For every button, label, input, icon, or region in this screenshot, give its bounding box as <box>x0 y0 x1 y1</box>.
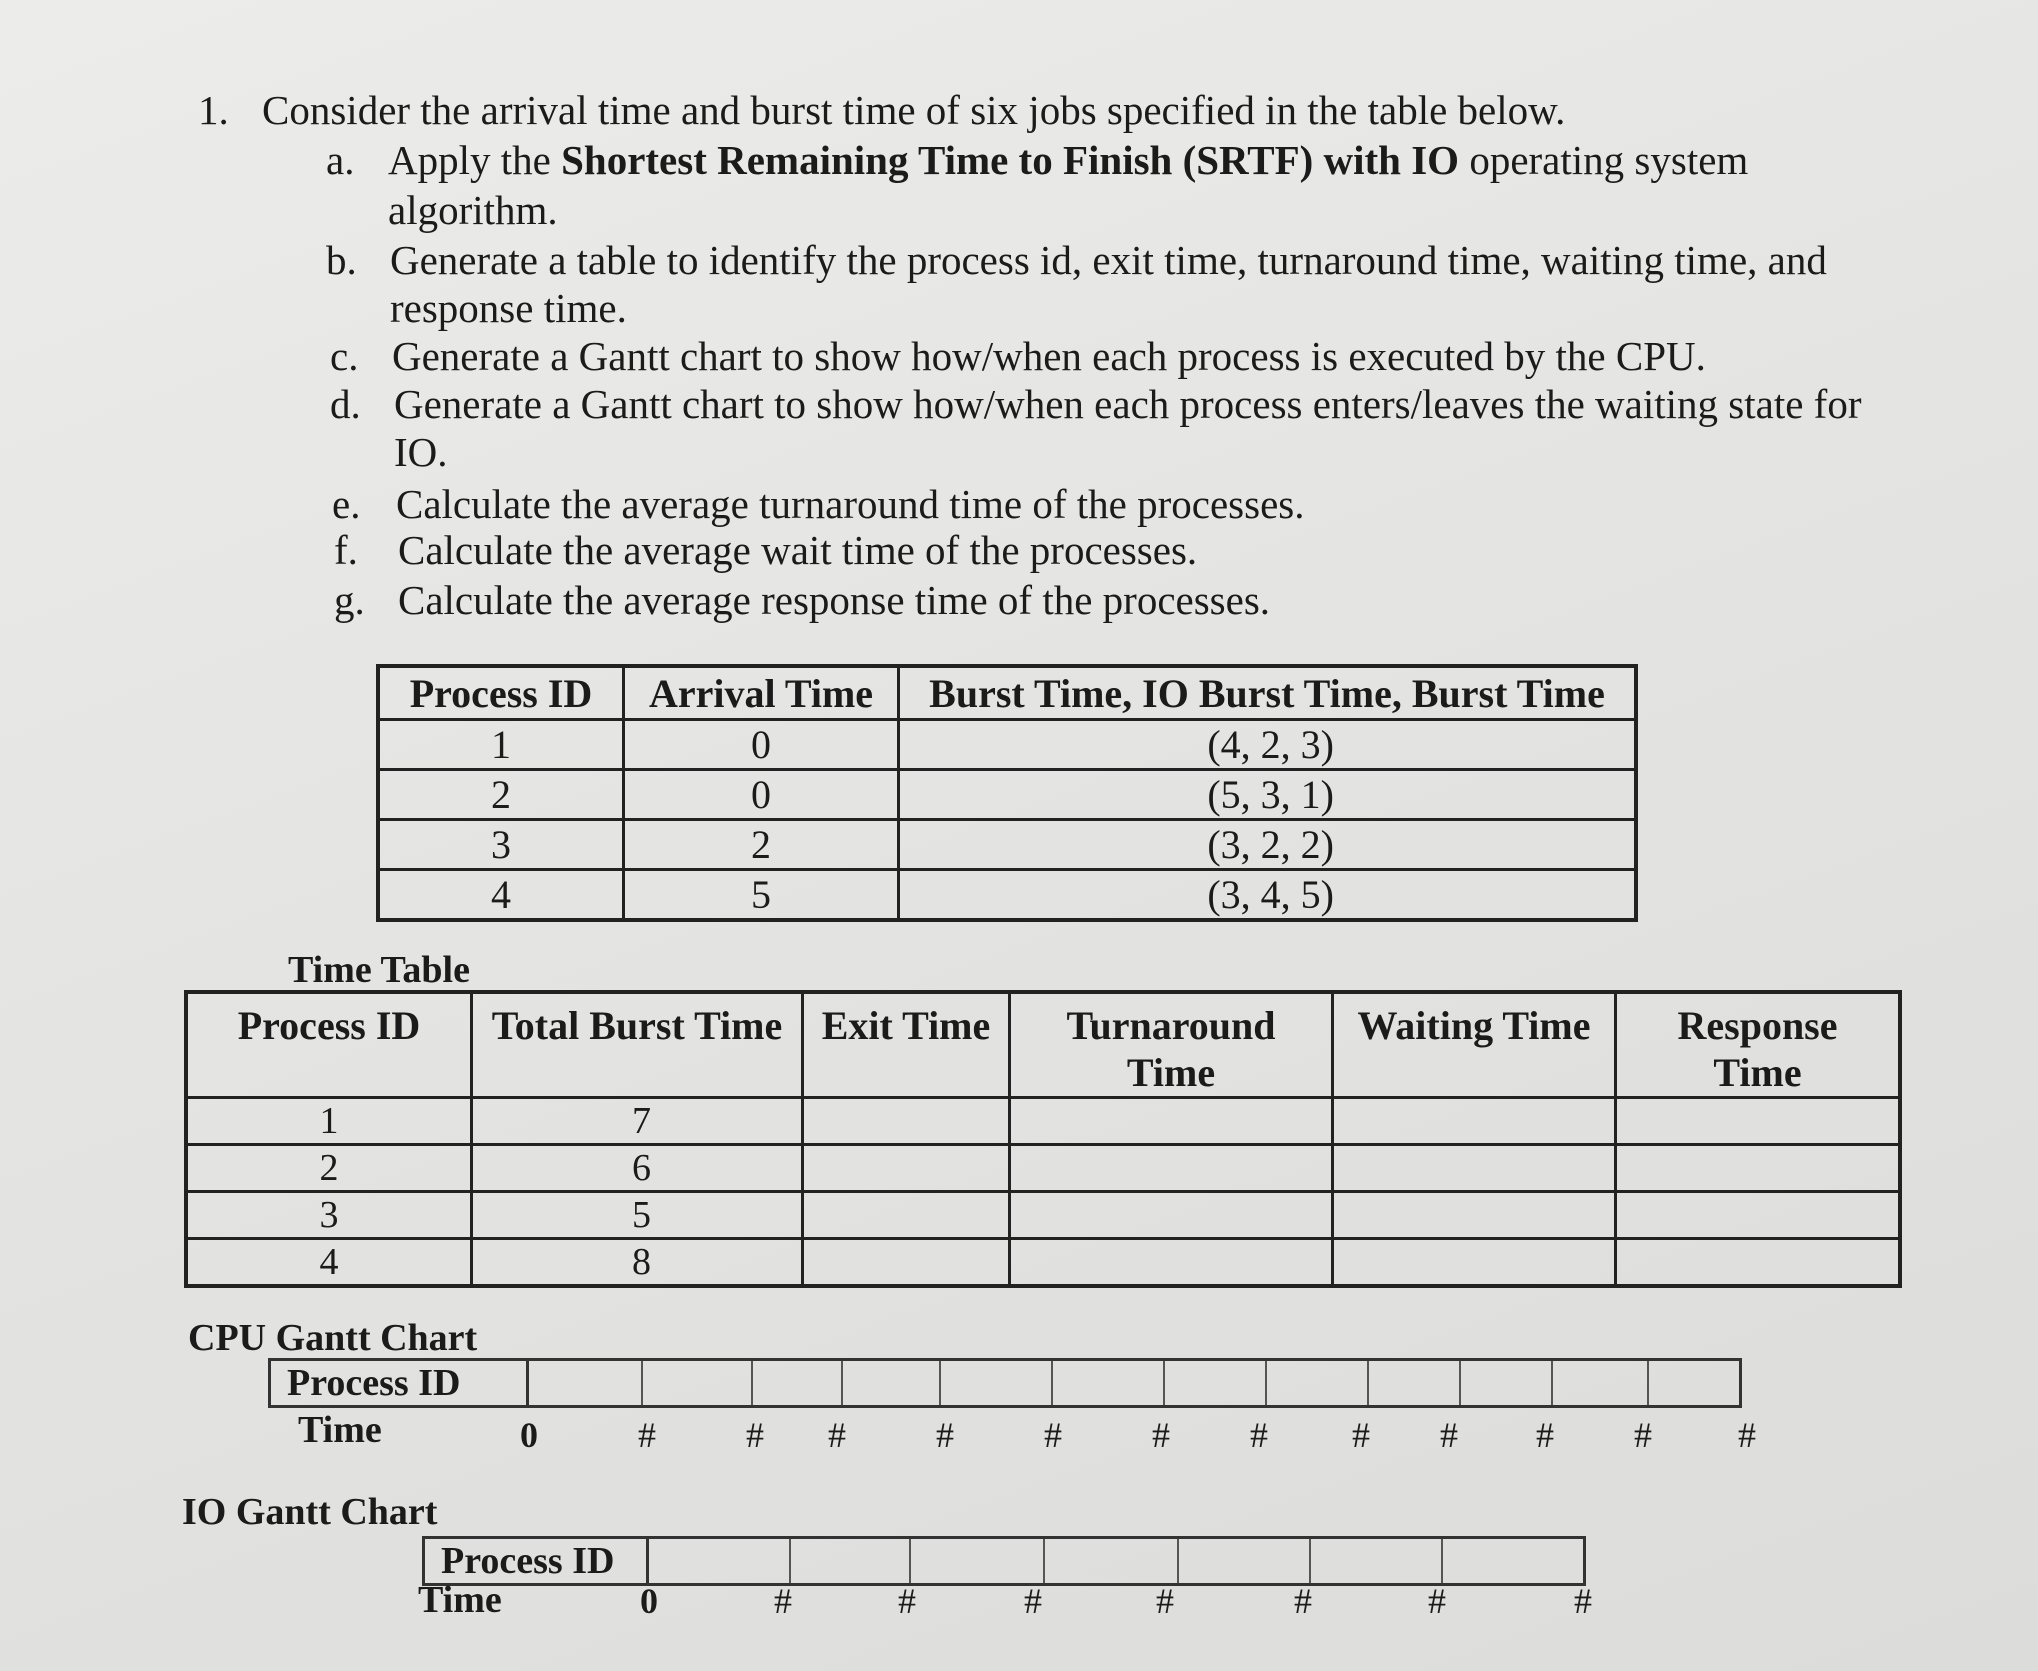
part-text-plain-after: operating system <box>1459 137 1749 183</box>
process-id-cell: 4 <box>378 870 624 921</box>
process-row <box>378 720 1636 770</box>
header-response-line1: Response <box>1677 1003 1838 1048</box>
gantt-tick: # <box>1152 1415 1170 1455</box>
process-id-cell: 1 <box>378 720 624 770</box>
process-row <box>378 770 1636 820</box>
gantt-tick: # <box>1156 1581 1174 1621</box>
process-row <box>378 870 1636 921</box>
total-burst-cell: 7 <box>472 1098 803 1145</box>
gantt-tick: # <box>828 1415 846 1455</box>
gantt-cell <box>1443 1539 1583 1583</box>
part-text-plain: IO. <box>394 429 448 475</box>
part-letter: g. <box>334 577 365 623</box>
part-text <box>394 429 448 475</box>
part-letter: e. <box>332 481 361 527</box>
turnaround-cell <box>1010 1145 1333 1192</box>
header-response <box>1616 992 1901 1098</box>
gantt-tick: # <box>638 1415 656 1455</box>
header-turnaround-line1: Turnaround <box>1066 1003 1276 1048</box>
cpu-gantt-row <box>268 1358 1742 1408</box>
header-response-line2: Time <box>1713 1050 1802 1095</box>
burst-times-cell: (5, 3, 1) <box>899 770 1637 820</box>
exit-time-cell <box>803 1145 1010 1192</box>
io-gantt-title: IO Gantt Chart <box>182 1491 438 1533</box>
gantt-tick: # <box>1250 1415 1268 1455</box>
waiting-time-cell <box>1333 1145 1616 1192</box>
time-table-title: Time Table <box>288 949 470 991</box>
part-text-plain: Apply the <box>388 137 562 183</box>
cpu-gantt-title: CPU Gantt Chart <box>188 1317 478 1359</box>
header-turnaround-line2: Time <box>1126 1050 1216 1095</box>
part-text-plain: Generate a table to identify the process id, exit time, turnaround time, waiting time, and <box>390 237 1827 283</box>
process-id-cell: 2 <box>186 1145 472 1192</box>
total-burst-cell: 6 <box>472 1145 803 1192</box>
part-letter: b. <box>326 237 357 283</box>
gantt-tick: # <box>774 1581 792 1621</box>
header-turnaround <box>1010 992 1333 1098</box>
cpu-gantt-time-label: Time <box>298 1409 382 1451</box>
gantt-cell <box>529 1361 643 1405</box>
part-text-plain: Calculate the average wait time of the processes. <box>398 527 1198 573</box>
gantt-cell <box>1553 1361 1649 1405</box>
header-arrival-time: Arrival Time <box>624 666 899 720</box>
arrival-time-cell: 2 <box>624 820 899 870</box>
gantt-cell <box>911 1539 1045 1583</box>
arrival-time-cell: 0 <box>624 720 899 770</box>
arrival-time-cell: 5 <box>624 870 899 921</box>
gantt-tick: # <box>746 1415 764 1455</box>
part-text <box>388 137 1749 183</box>
process-table <box>376 664 1638 922</box>
part-letter: f. <box>334 527 358 573</box>
gantt-cell <box>941 1361 1053 1405</box>
io-gantt-row-label: Process ID <box>425 1539 649 1583</box>
time-table-row <box>186 1239 1900 1287</box>
gantt-cell <box>753 1361 843 1405</box>
process-id-cell: 3 <box>186 1192 472 1239</box>
exit-time-cell <box>803 1239 1010 1287</box>
gantt-tick: # <box>1044 1415 1062 1455</box>
cpu-gantt-row-label: Process ID <box>271 1361 529 1405</box>
time-table-row <box>186 1145 1900 1192</box>
total-burst-cell: 8 <box>472 1239 803 1287</box>
gantt-cell <box>1369 1361 1461 1405</box>
part-letter: c. <box>330 333 359 379</box>
gantt-cell <box>1267 1361 1369 1405</box>
time-table-row <box>186 1098 1900 1145</box>
time-table <box>184 990 1902 1288</box>
part-text-plain: Generate a Gantt chart to show how/when each process enters/leaves the waiting state for <box>394 381 1862 427</box>
cpu-gantt-cells <box>529 1361 1739 1405</box>
gantt-cell <box>643 1361 753 1405</box>
gantt-tick: # <box>1634 1415 1652 1455</box>
response-time-cell <box>1616 1192 1901 1239</box>
part-text <box>390 237 1827 283</box>
turnaround-cell <box>1010 1239 1333 1287</box>
gantt-cell <box>1649 1361 1739 1405</box>
io-gantt-row <box>422 1536 1586 1586</box>
process-id-cell: 3 <box>378 820 624 870</box>
gantt-cell <box>1311 1539 1443 1583</box>
process-id-cell: 2 <box>378 770 624 820</box>
gantt-tick: # <box>898 1581 916 1621</box>
burst-times-cell: (3, 4, 5) <box>899 870 1637 921</box>
gantt-cell <box>1053 1361 1165 1405</box>
gantt-tick: # <box>1440 1415 1458 1455</box>
process-table-header-row <box>378 666 1636 720</box>
process-id-cell: 4 <box>186 1239 472 1287</box>
turnaround-cell <box>1010 1098 1333 1145</box>
gantt-cell <box>791 1539 911 1583</box>
part-text <box>392 333 1706 379</box>
part-letter: d. <box>330 381 361 427</box>
response-time-cell <box>1616 1145 1901 1192</box>
gantt-cell <box>1461 1361 1553 1405</box>
part-text-plain: response time. <box>390 285 627 331</box>
exit-time-cell <box>803 1098 1010 1145</box>
gantt-tick: # <box>936 1415 954 1455</box>
header-exit-time: Exit Time <box>803 992 1010 1098</box>
arrival-time-cell: 0 <box>624 770 899 820</box>
part-text <box>398 577 1271 623</box>
header-burst-times: Burst Time, IO Burst Time, Burst Time <box>899 666 1637 720</box>
io-gantt-time-label: Time <box>418 1579 502 1621</box>
header-total-burst: Total Burst Time <box>472 992 803 1098</box>
burst-times-cell: (4, 2, 3) <box>899 720 1637 770</box>
question-intro: Consider the arrival time and burst time of six jobs specified in the table below. <box>262 87 1566 133</box>
gantt-tick: # <box>1536 1415 1554 1455</box>
part-text <box>394 381 1862 427</box>
gantt-tick: 0 <box>640 1581 658 1621</box>
header-process-id: Process ID <box>378 666 624 720</box>
question-number: 1. <box>198 87 229 133</box>
gantt-tick: # <box>1294 1581 1312 1621</box>
part-text <box>388 187 558 233</box>
part-text-plain: Calculate the average turnaround time of the processes. <box>396 481 1305 527</box>
header-process-id: Process ID <box>186 992 472 1098</box>
gantt-cell <box>843 1361 941 1405</box>
gantt-tick: # <box>1574 1581 1592 1621</box>
gantt-tick: # <box>1352 1415 1370 1455</box>
part-text-plain: Generate a Gantt chart to show how/when each process is executed by the CPU. <box>392 333 1706 379</box>
response-time-cell <box>1616 1239 1901 1287</box>
waiting-time-cell <box>1333 1192 1616 1239</box>
header-waiting-time: Waiting Time <box>1333 992 1616 1098</box>
part-text-plain: Calculate the average response time of the processes. <box>398 577 1271 623</box>
part-text <box>396 481 1305 527</box>
gantt-cell <box>1165 1361 1267 1405</box>
gantt-cell <box>1045 1539 1179 1583</box>
waiting-time-cell <box>1333 1098 1616 1145</box>
waiting-time-cell <box>1333 1239 1616 1287</box>
process-id-cell: 1 <box>186 1098 472 1145</box>
process-row <box>378 820 1636 870</box>
gantt-tick: 0 <box>520 1415 538 1455</box>
part-text-bold: Shortest Remaining Time to Finish (SRTF) with IO <box>561 137 1460 183</box>
turnaround-cell <box>1010 1192 1333 1239</box>
part-text <box>398 527 1198 573</box>
gantt-cell <box>649 1539 791 1583</box>
part-text <box>390 285 627 331</box>
gantt-tick: # <box>1428 1581 1446 1621</box>
time-table-header-row <box>186 992 1900 1098</box>
io-gantt-cells <box>649 1539 1583 1583</box>
gantt-cell <box>1179 1539 1311 1583</box>
burst-times-cell: (3, 2, 2) <box>899 820 1637 870</box>
exit-time-cell <box>803 1192 1010 1239</box>
gantt-tick: # <box>1024 1581 1042 1621</box>
part-text-plain: algorithm. <box>388 187 558 233</box>
time-table-row <box>186 1192 1900 1239</box>
response-time-cell <box>1616 1098 1901 1145</box>
gantt-tick: # <box>1738 1415 1756 1455</box>
part-letter: a. <box>326 137 355 183</box>
total-burst-cell: 5 <box>472 1192 803 1239</box>
